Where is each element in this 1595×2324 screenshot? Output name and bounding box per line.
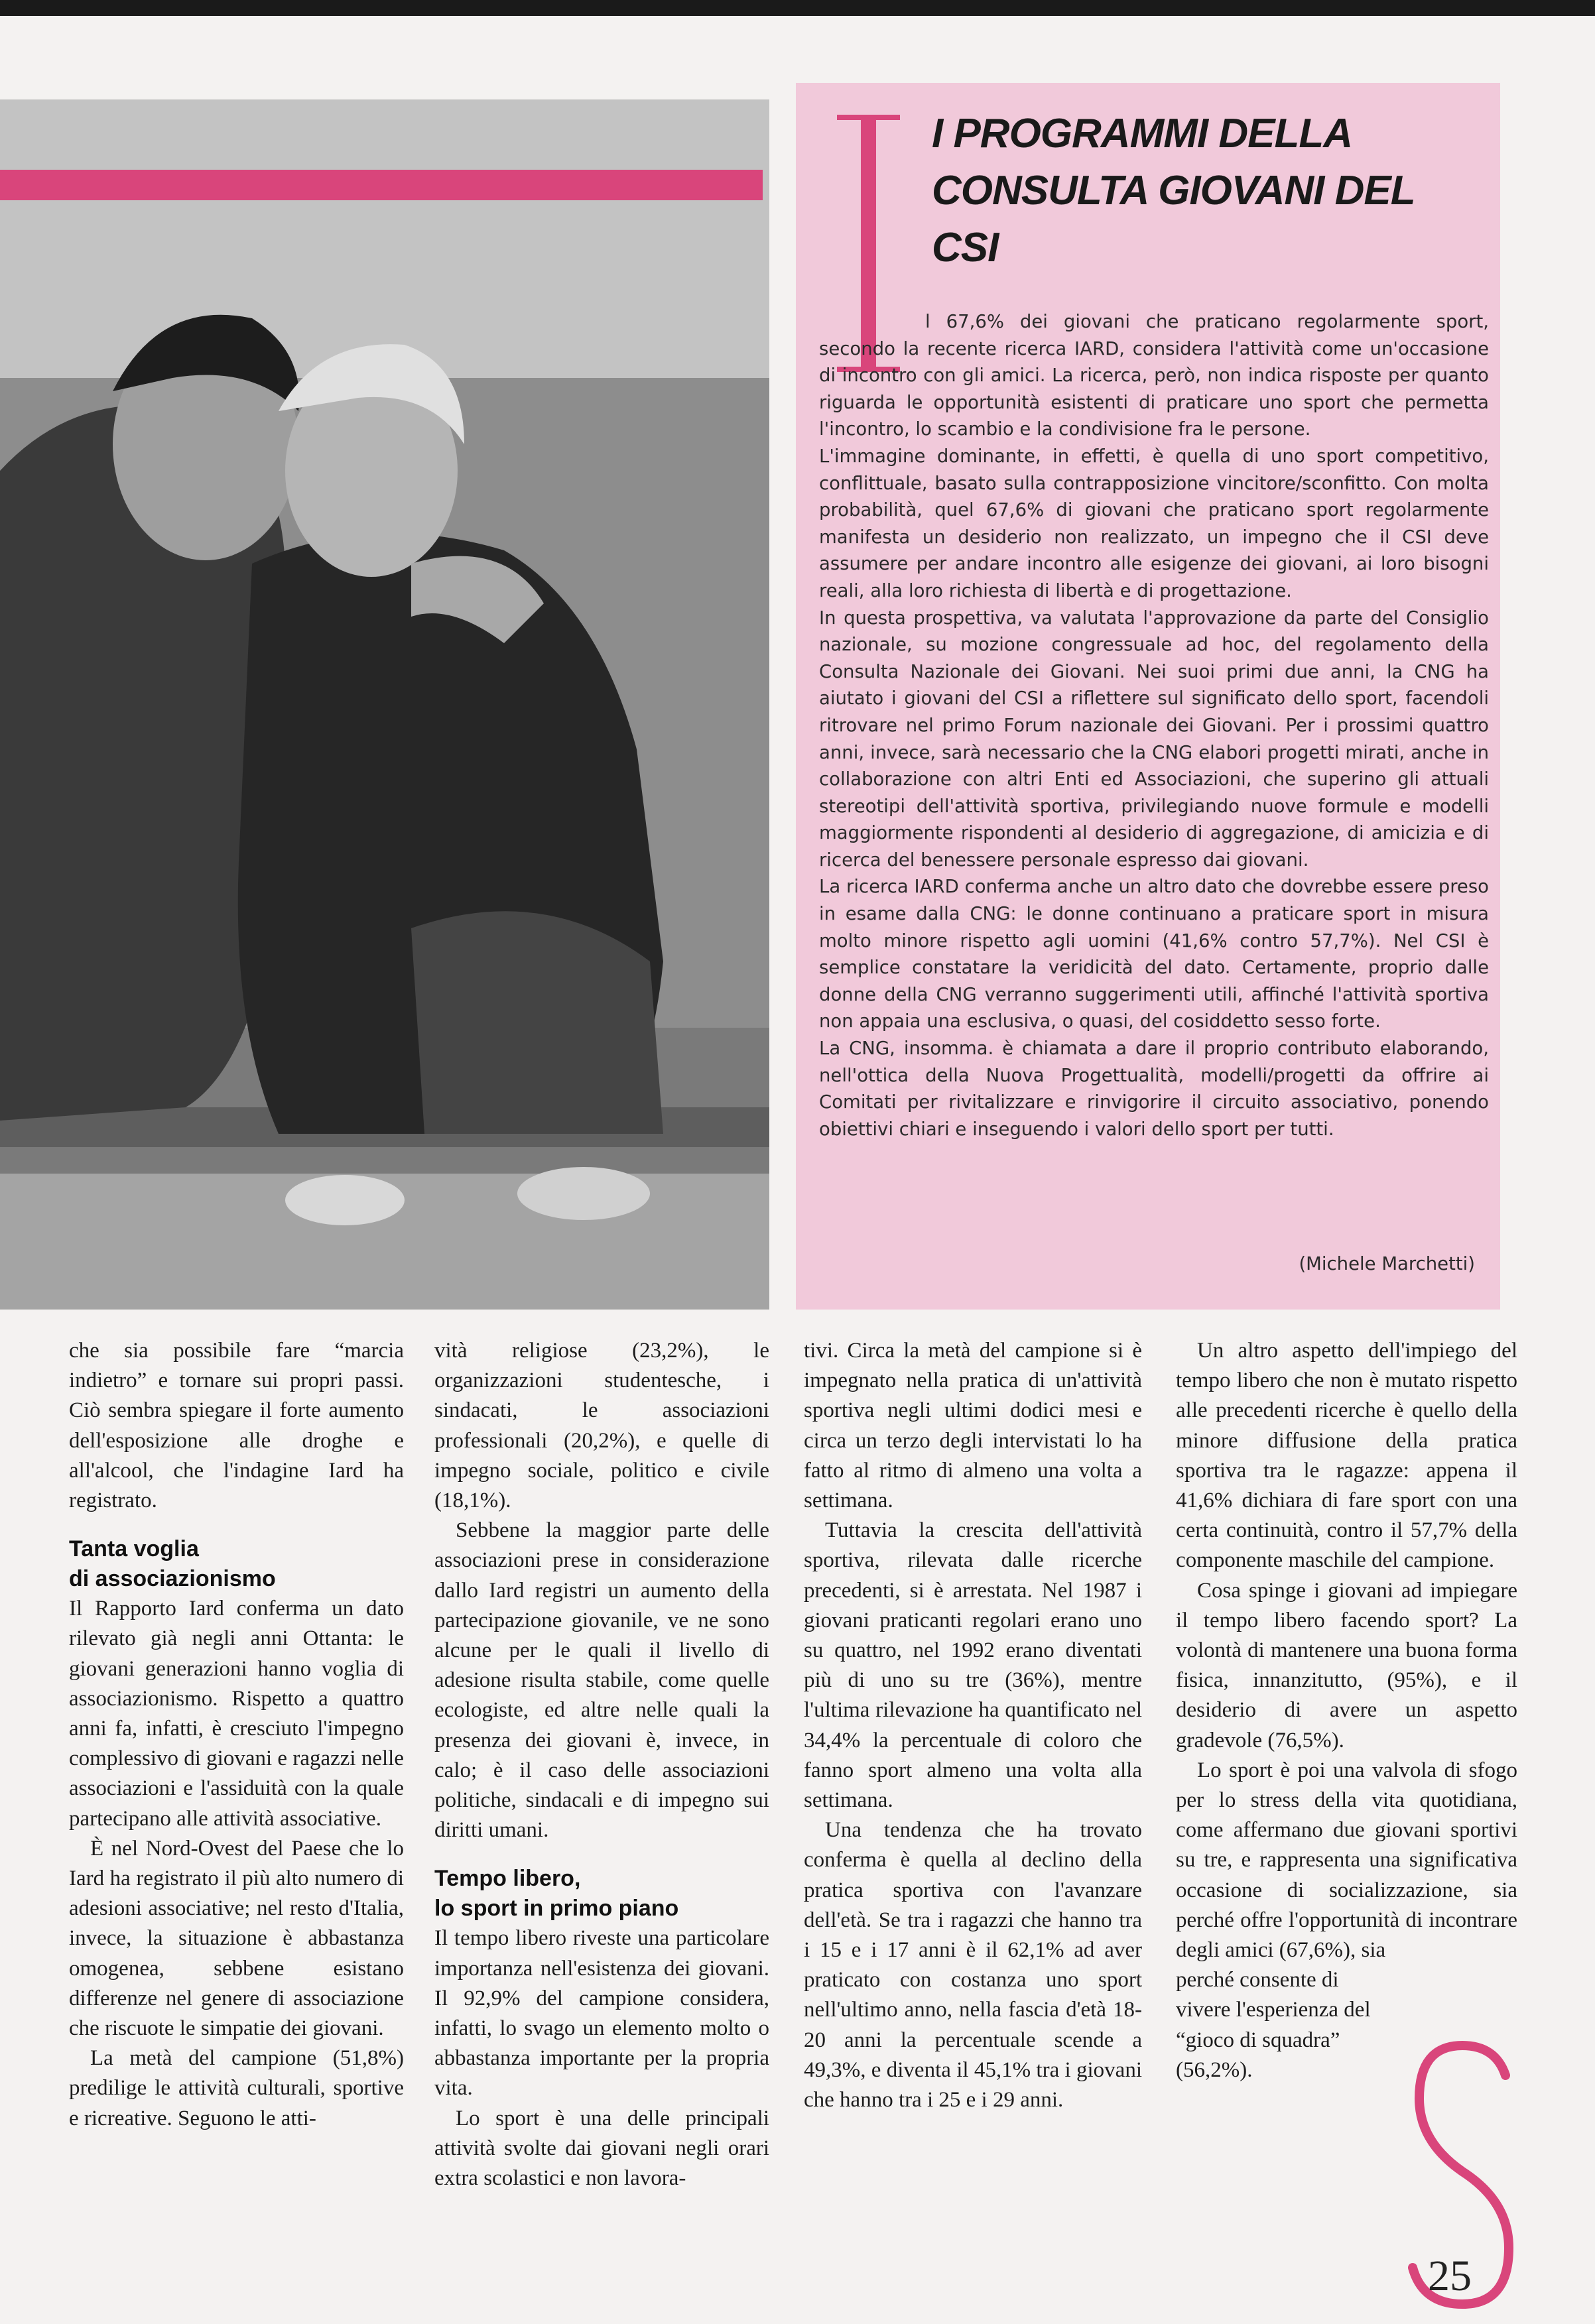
- body-paragraph: La metà del campione (51,8%) predilige le attività culturali, sportive e ricreative. Seguono le atti-: [69, 2046, 404, 2130]
- heading-line: Tempo libero,: [434, 1866, 581, 1892]
- sidebar-paragraph: l 67,6% dei giovani che praticano regolarmente sport, secondo la recente ricerca IARD, considera l'attività come un'occasione di incontro con gli amici. La ricerca, però, non indica risposte per quanto riguarda le opportunità esistenti di praticare uno sport che permetta l'incontro, lo scambio e la condivisione fra le persone.: [819, 311, 1489, 440]
- body-paragraph: Il Rapporto Iard conferma un dato rilevato già negli anni Ottanta: le giovani generazioni hanno voglia di associazionismo. Rispetto a quattro anni fa, infatti, è cresciuto l'impegno complessivo di giovani e ragazzi nelle associazioni e l'assiduità con la quale partecipano alle attività associative.: [69, 1597, 404, 1831]
- heading-line: di associazionismo: [69, 1566, 276, 1592]
- photo-illustration: [0, 99, 769, 1310]
- article-column-3: [804, 1336, 1142, 2115]
- sidebar-paragraph: La ricerca IARD conferma anche un altro dato che dovrebbe essere preso in esame dalla CNG: le donne continuano a praticare sport in misura molto minore rispetto agli uomini (41,6% contro 57,7%). Nel CSI è semplice constatare la veridicità del dato. Certamente, proprio dalle donne della CNG verranno suggerimenti utili, affinché l'attività sportiva non appaia una esclusiva, o quasi, del cosiddetto sesso forte.: [819, 876, 1489, 1032]
- page-number: 25: [1428, 2252, 1472, 2300]
- body-paragraph: che sia possibile fare “marcia indietro” e tornare sui propri passi. Ciò sembra spiegare il forte aumento dell'esposizione alle droghe e all'alcool, che l'indagine Iard ha registrato.: [69, 1339, 404, 1513]
- top-rule: [0, 0, 1595, 16]
- body-paragraph: tivi. Circa la metà del campione si è impegnato nella pratica di un'attività sportiva negli ultimi dodici mesi e circa un terzo degli intervistati lo ha fatto al ritmo di almeno una volta a settimana.: [804, 1339, 1142, 1513]
- photo-young-couple: [0, 99, 769, 1310]
- section-heading-tempo-libero: [434, 1864, 769, 1924]
- body-paragraph: Un altro aspetto dell'impiego del tempo libero che non è mutato rispetto alle precedenti ricerche è quello della minore diffusione della pratica sportiva tra le ragazze: appena il 41,6% dichiara di fare sport con una certa continuità, contro il 57,7% della componente maschile del campione.: [1176, 1339, 1517, 1573]
- heading-line: lo sport in primo piano: [434, 1896, 679, 1922]
- body-paragraph: Sebbene la maggior parte delle associazioni prese in considerazione dallo Iard registri un aumento della partecipazione giovanile, ve ne sono alcune per le quali il livello di adesione risulta stabile, come quelle ecologiste, ed altre nelle quali la presenza dei giovani è, invece, in calo; è il caso delle associazioni politiche, sindacali e di impegno sui diritti umani.: [434, 1518, 769, 1843]
- sidebar-paragraph: In questa prospettiva, va valutata l'approvazione da parte del Consiglio nazionale, su mozione congressuale ad hoc, del regolamento della Consulta Nazionale dei Giovani. Nei suoi primi due anni, la CNG ha aiutato i giovani del CSI a riflettere sul significato dello sport, facendoli ritrovare nel primo Forum nazionale dei Giovani. Per i prossimi quattro anni, invece, sarà necessario che la CNG elabori progetti mirati, anche in collaborazione con altri Enti ed Associazioni, che superino gli attuali stereotipi dell'attività sportiva, privilegiando nuove formule e modelli maggiormente rispondenti al desiderio di aggregazione, di amicizia e di ricerca del benessere personale espresso dai giovani.: [819, 607, 1489, 871]
- section-heading-associazionismo: [69, 1534, 404, 1594]
- sidebar-signature: (Michele Marchetti): [1299, 1253, 1475, 1274]
- body-paragraph: Lo sport è una delle principali attività svolte dai giovani negli orari extra scolastici e non lavora-: [434, 2106, 769, 2191]
- body-paragraph: perché consente di vivere l'esperienza del “gioco di squadra” (56,2%).: [1176, 1968, 1371, 2082]
- article-column-1: [69, 1336, 404, 2134]
- accent-bar: [0, 170, 763, 200]
- body-paragraph: Cosa spinge i giovani ad impiegare il tempo libero facendo sport? La volontà di mantenere una buona forma fisica, innanzitutto, (95%), e il desiderio di avere un aspetto gradevole (76,5%).: [1176, 1578, 1517, 1752]
- body-paragraph: Lo sport è poi una valvola di sfogo per lo stress della vita quotidiana, come affermano due giovani sportivi su tre, e rappresenta una significativa occasione di socializzazione, sia perché offre l'opportunità di incontrare degli amici (67,6%), sia: [1176, 1758, 1517, 1963]
- body-paragraph: vità religiose (23,2%), le organizzazioni studentesche, i sindacati, le associazioni professionali (20,2%), e quelle di impegno sociale, politico e civile (18,1%).: [434, 1339, 769, 1513]
- sidebar-body: [819, 308, 1489, 1142]
- article-column-2: [434, 1336, 769, 2193]
- body-paragraph: Il tempo libero riveste una particolare importanza nell'esistenza dei giovani. Il 92,9% del campione considera, infatti, lo svago un elemento molto o abbastanza importante per la propria vita.: [434, 1926, 769, 2101]
- body-paragraph: Tuttavia la crescita dell'attività sportiva, rilevata dalle ricerche precedenti, si è arrestata. Nel 1987 i giovani praticanti regolari erano uno su quattro, nel 1992 erano diventati più di uno su tre (36%), mentre l'ultima rilevazione ha quantificato nel 34,4% la percentuale di coloro che fanno sport almeno una volta alla settimana.: [804, 1518, 1142, 1813]
- sidebar-paragraph: L'immagine dominante, in effetti, è quella di uno sport competitivo, conflittuale, basato sulla contrapposizione vincitore/sconfitto. Con molta probabilità, quel 67,6% di giovani che praticano sport regolarmente manifesta un desiderio non realizzato, un impegno che il CSI deve assumere per andare incontro alle esigenze dei giovani, ai loro bisogni reali, alla loro richiesta di libertà e di progettazione.: [819, 445, 1489, 601]
- heading-line: Tanta voglia: [69, 1536, 199, 1562]
- sidebar-title: I PROGRAMMI DELLA CONSULTA GIOVANI DEL CSI: [932, 111, 1415, 271]
- body-paragraph: Una tendenza che ha trovato conferma è quella al declino della pratica sportiva con l'avanzare dell'età. Se tra i ragazzi che hanno tra i 15 e i 17 anni è il 62,1% ad aver praticato con costanza uno sport nell'ultimo anno, nella fascia d'età 18-20 anni la percentuale scende a 49,3%, e diventa il 45,1% tra i giovani che hanno tra i 25 e i 29 anni.: [804, 1818, 1142, 2112]
- article-column-4: [1176, 1336, 1517, 2085]
- body-paragraph: È nel Nord-Ovest del Paese che lo Iard ha registrato il più alto numero di adesioni associative; nel resto d'Italia, invece, la situazione è abbastanza omogenea, sebbene esistano differenze nel genere di associazione che riscuote le simpatie dei giovani.: [69, 1836, 404, 2041]
- sidebar-box: [796, 83, 1500, 1310]
- sidebar-paragraph: La CNG, insomma. è chiamata a dare il proprio contributo elaborando, nell'ottica della Nuova Progettualità, modelli/progetti da offrire ai Comitati per rivitalizzare e rinvigorire il circuito associativo, ponendo obiettivi chiari e inseguendo i valori dello sport per tutti.: [819, 1038, 1489, 1140]
